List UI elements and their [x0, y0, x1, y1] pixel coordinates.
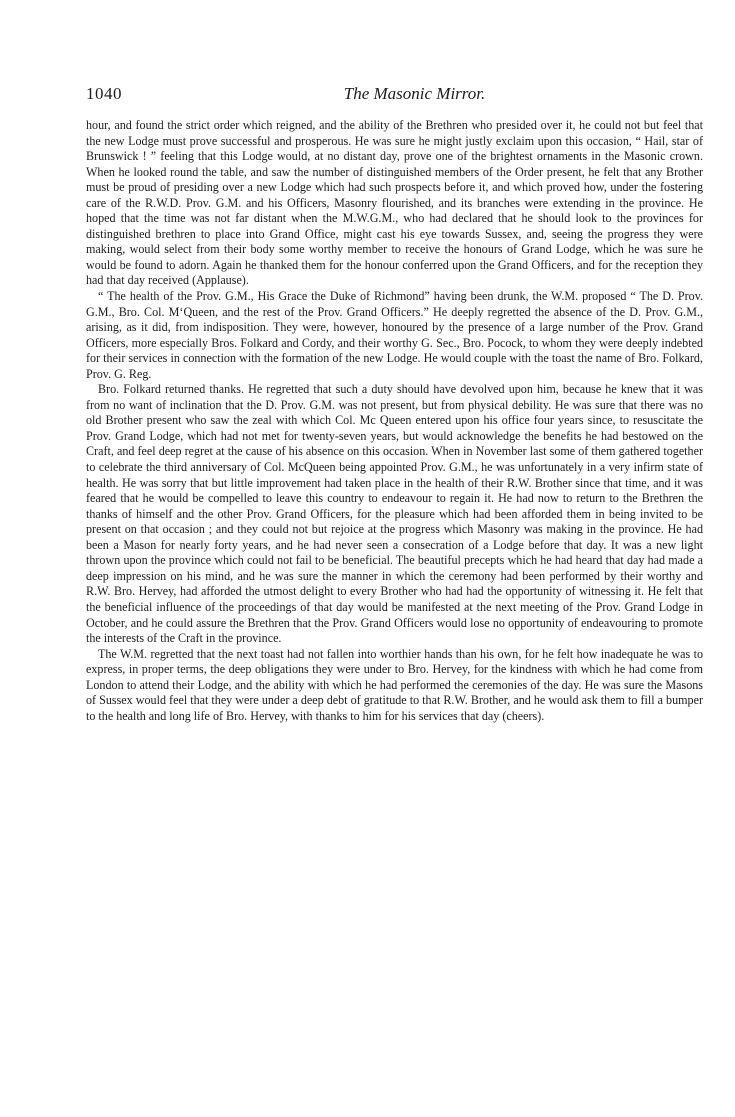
paragraph-4: The W.M. regretted that the next toast had not fallen into worthier hands than his own, for he felt how inadequate he was to express, in proper terms, the deep obligations they were under to Bro. Hervey, for the kindness with which he had come from London to attend their Lodge, and the ability with which he had performed the ceremonies of the day. He was sure the Masons of Sussex would feel that they were under a deep debt of gratitude to that R.W. Brother, and he would ask them to fill a bumper to the health and long life of Bro. Hervey, with thanks to him for his services that day (cheers). [86, 646, 703, 723]
journal-title: The Masonic Mirror. [343, 84, 486, 103]
body-text [86, 118, 703, 724]
paragraph-3: Bro. Folkard returned thanks. He regretted that such a duty should have devolved upon him, because he knew that it was from no want of inclination that the D. Prov. G.M. was not present, but from physical debility. He was sure that there was no old Brother present who saw the zeal with which Col. Mc Queen entered upon his office four years since, to resuscitate the Prov. Grand Lodge, which had not met for twenty-seven years, but would acknowledge the benefits he had bestowed on the Craft, and feel deep regret at the cause of his absence on this occasion. When in November last some of them gathered together to celebrate the third anniversary of Col. McQueen being appointed Prov. G.M., he was unfortunately in a very infirm state of health. He was sorry that but little improvement had taken place in the health of their R.W. Brother since that time, and it was feared that he would be compelled to leave this country to endeavour to regain it. He had now to return to the Brethren the thanks of himself and the other Prov. Grand Officers, for the pleasure which had been afforded them in being invited to be present on that occasion ; and they could not but rejoice at the progress which Masonry was making in the province. He had been a Mason for nearly forty years, and he had never seen a consecration of a Lodge before that day. It was a new light thrown upon the province which could not fail to be beneficial. The beautiful precepts which he had heard that day had made a deep impression on his mind, and he was sure the manner in which the ceremony had been performed by their worthy and R.W. Bro. Hervey, had afforded the utmost delight to every Brother who had had the opportunity of witnessing it. He felt that the beneficial influence of the proceedings of that day would be manifested at the next meeting of the Prov. Grand Lodge in October, and he could assure the Brethren that the Prov. Grand Officers would lose no opportunity of endeavouring to promote the interests of the Craft in the province. [86, 382, 703, 646]
page-number: 1040 [86, 84, 122, 103]
running-head [86, 84, 703, 110]
paragraph-1: hour, and found the strict order which reigned, and the ability of the Brethren who presided over it, he could not but feel that the new Lodge must prove successful and prosperous. He was sure he might justly exclaim upon this occasion, “ Hail, star of Brunswick ! ” feeling that this Lodge would, at no distant day, prove one of the brightest ornaments in the Masonic crown. When he looked round the table, and saw the number of distinguished members of the Order present, he felt that any Brother must be proud of presiding over a new Lodge which had such prospects before it, and which proved how, under the fostering care of the R.W.D. Prov. G.M. and his Officers, Masonry flourished, and its branches were extending in the province. He hoped that the time was not far distant when the M.W.G.M., who had declared that he should look to the provinces for distinguished brethren to place into Grand Office, might cast his eye towards Sussex, and, seeing the progress they were making, would select from their body some worthy member to receive the honours of Grand Lodge, which he was sure he would be found to adorn. Again he thanked them for the honour conferred upon the Grand Officers, and for the reception they had that day received (Applause). [86, 118, 703, 288]
paragraph-2: “ The health of the Prov. G.M., His Grace the Duke of Richmond” having been drunk, the W.M. proposed “ The D. Prov. G.M., Bro. Col. M‘Queen, and the rest of the Prov. Grand Officers.” He deeply regretted the absence of the D. Prov. G.M., arising, as it did, from indisposition. They were, however, honoured by the presence of a large number of the Prov. Grand Officers, more especially Bros. Folkard and Cordy, and their worthy G. Sec., Bro. Pocock, to whom they were deeply indebted for their services in connection with the formation of the new Lodge. He would couple with the toast the name of Bro. Folkard, Prov. G. Reg. [86, 289, 703, 381]
